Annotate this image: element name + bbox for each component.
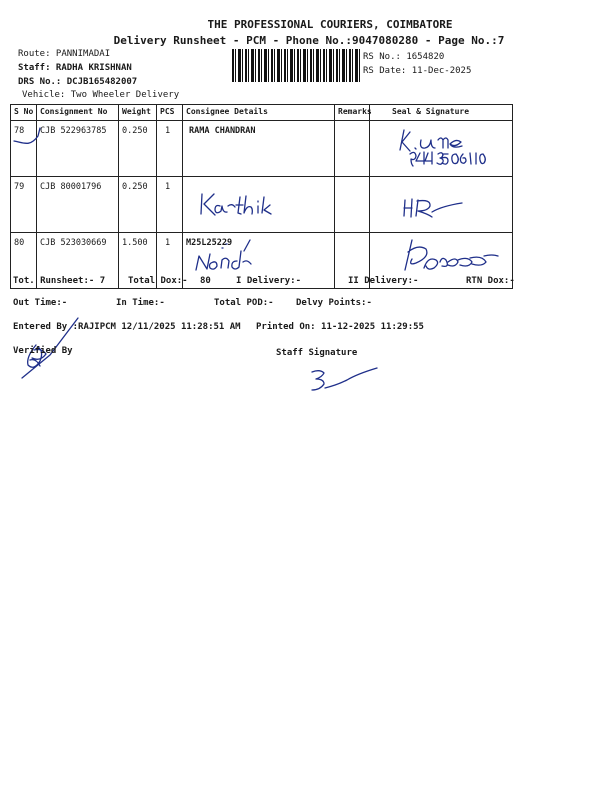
row-remarks: [335, 121, 370, 177]
ii-delivery: II Delivery:-: [348, 276, 419, 286]
rs-number: RS No.: 1654820: [363, 52, 445, 62]
total-dox-value: 80: [200, 276, 211, 286]
total-pod: Total POD:-: [214, 298, 274, 308]
row-remarks: [335, 177, 370, 233]
verified-by-label: Verified By: [13, 346, 73, 356]
col-header-sno: S No: [11, 105, 37, 121]
table-row: [11, 177, 513, 233]
runsheet-subtitle: Delivery Runsheet - PCM - Phone No.:9047080280 - Page No.:7: [113, 34, 505, 47]
table-header-row: [11, 105, 513, 121]
row-pcs: 1: [157, 177, 183, 233]
row-consignee: [183, 177, 335, 233]
in-time: In Time:-: [116, 298, 165, 308]
row-pcs: 1: [157, 121, 183, 177]
row-consignee: RAMA CHANDRAN: [183, 121, 335, 177]
out-time: Out Time:-: [13, 298, 68, 308]
delvy-points: Delvy Points:-: [296, 298, 372, 308]
total-dox-label: Total Dox:-: [128, 276, 188, 286]
row-sno: 79: [11, 177, 37, 233]
route-label: Route: PANNIMADAI: [18, 49, 111, 59]
row-sno: 78: [11, 121, 37, 177]
row-seal: [370, 121, 513, 177]
barcode-image: [232, 49, 360, 82]
col-header-seal-signature: Seal & Signature: [370, 105, 513, 121]
row-consignment: CJB 522963785: [37, 121, 119, 177]
row-weight: 0.250: [119, 121, 157, 177]
rtn-dox: RTN Dox:-: [466, 276, 515, 286]
table-row: [11, 121, 513, 177]
col-header-consignee: Consignee Details: [183, 105, 335, 121]
col-header-remarks: Remarks: [335, 105, 370, 121]
col-header-weight: Weight: [119, 105, 157, 121]
row-sno: 80: [11, 233, 37, 289]
company-title: THE PROFESSIONAL COURIERS, COIMBATORE: [207, 18, 453, 31]
col-header-pcs: PCS: [157, 105, 183, 121]
signature-staff: [312, 368, 377, 390]
row-weight: 0.250: [119, 177, 157, 233]
col-header-consignment: Consignment No: [37, 105, 119, 121]
delivery-table: [10, 104, 513, 289]
row-seal: [370, 177, 513, 233]
rs-date: RS Date: 11-Dec-2025: [363, 66, 472, 76]
entered-by: Entered By :RAJIPCM 12/11/2025 11:28:51 AM: [13, 322, 241, 332]
tot-runsheet: Tot. Runsheet:- 7: [13, 276, 106, 286]
row-consignment: CJB 80001796: [37, 177, 119, 233]
i-delivery: I Delivery:-: [236, 276, 302, 286]
row-consignment: CJB 523030669: [37, 233, 119, 289]
vehicle-label: Vehicle: Two Wheeler Delivery: [22, 90, 180, 100]
staff-signature-label: Staff Signature: [276, 348, 358, 358]
row-weight: 1.500: [119, 233, 157, 289]
row-consignee: M25L25229: [183, 233, 335, 289]
staff-label: Staff: RADHA KRISHNAN: [18, 63, 132, 73]
row-pcs: 1: [157, 233, 183, 289]
printed-on: Printed On: 11-12-2025 11:29:55: [256, 322, 424, 332]
drs-number: DRS No.: DCJB165482007: [18, 77, 138, 87]
